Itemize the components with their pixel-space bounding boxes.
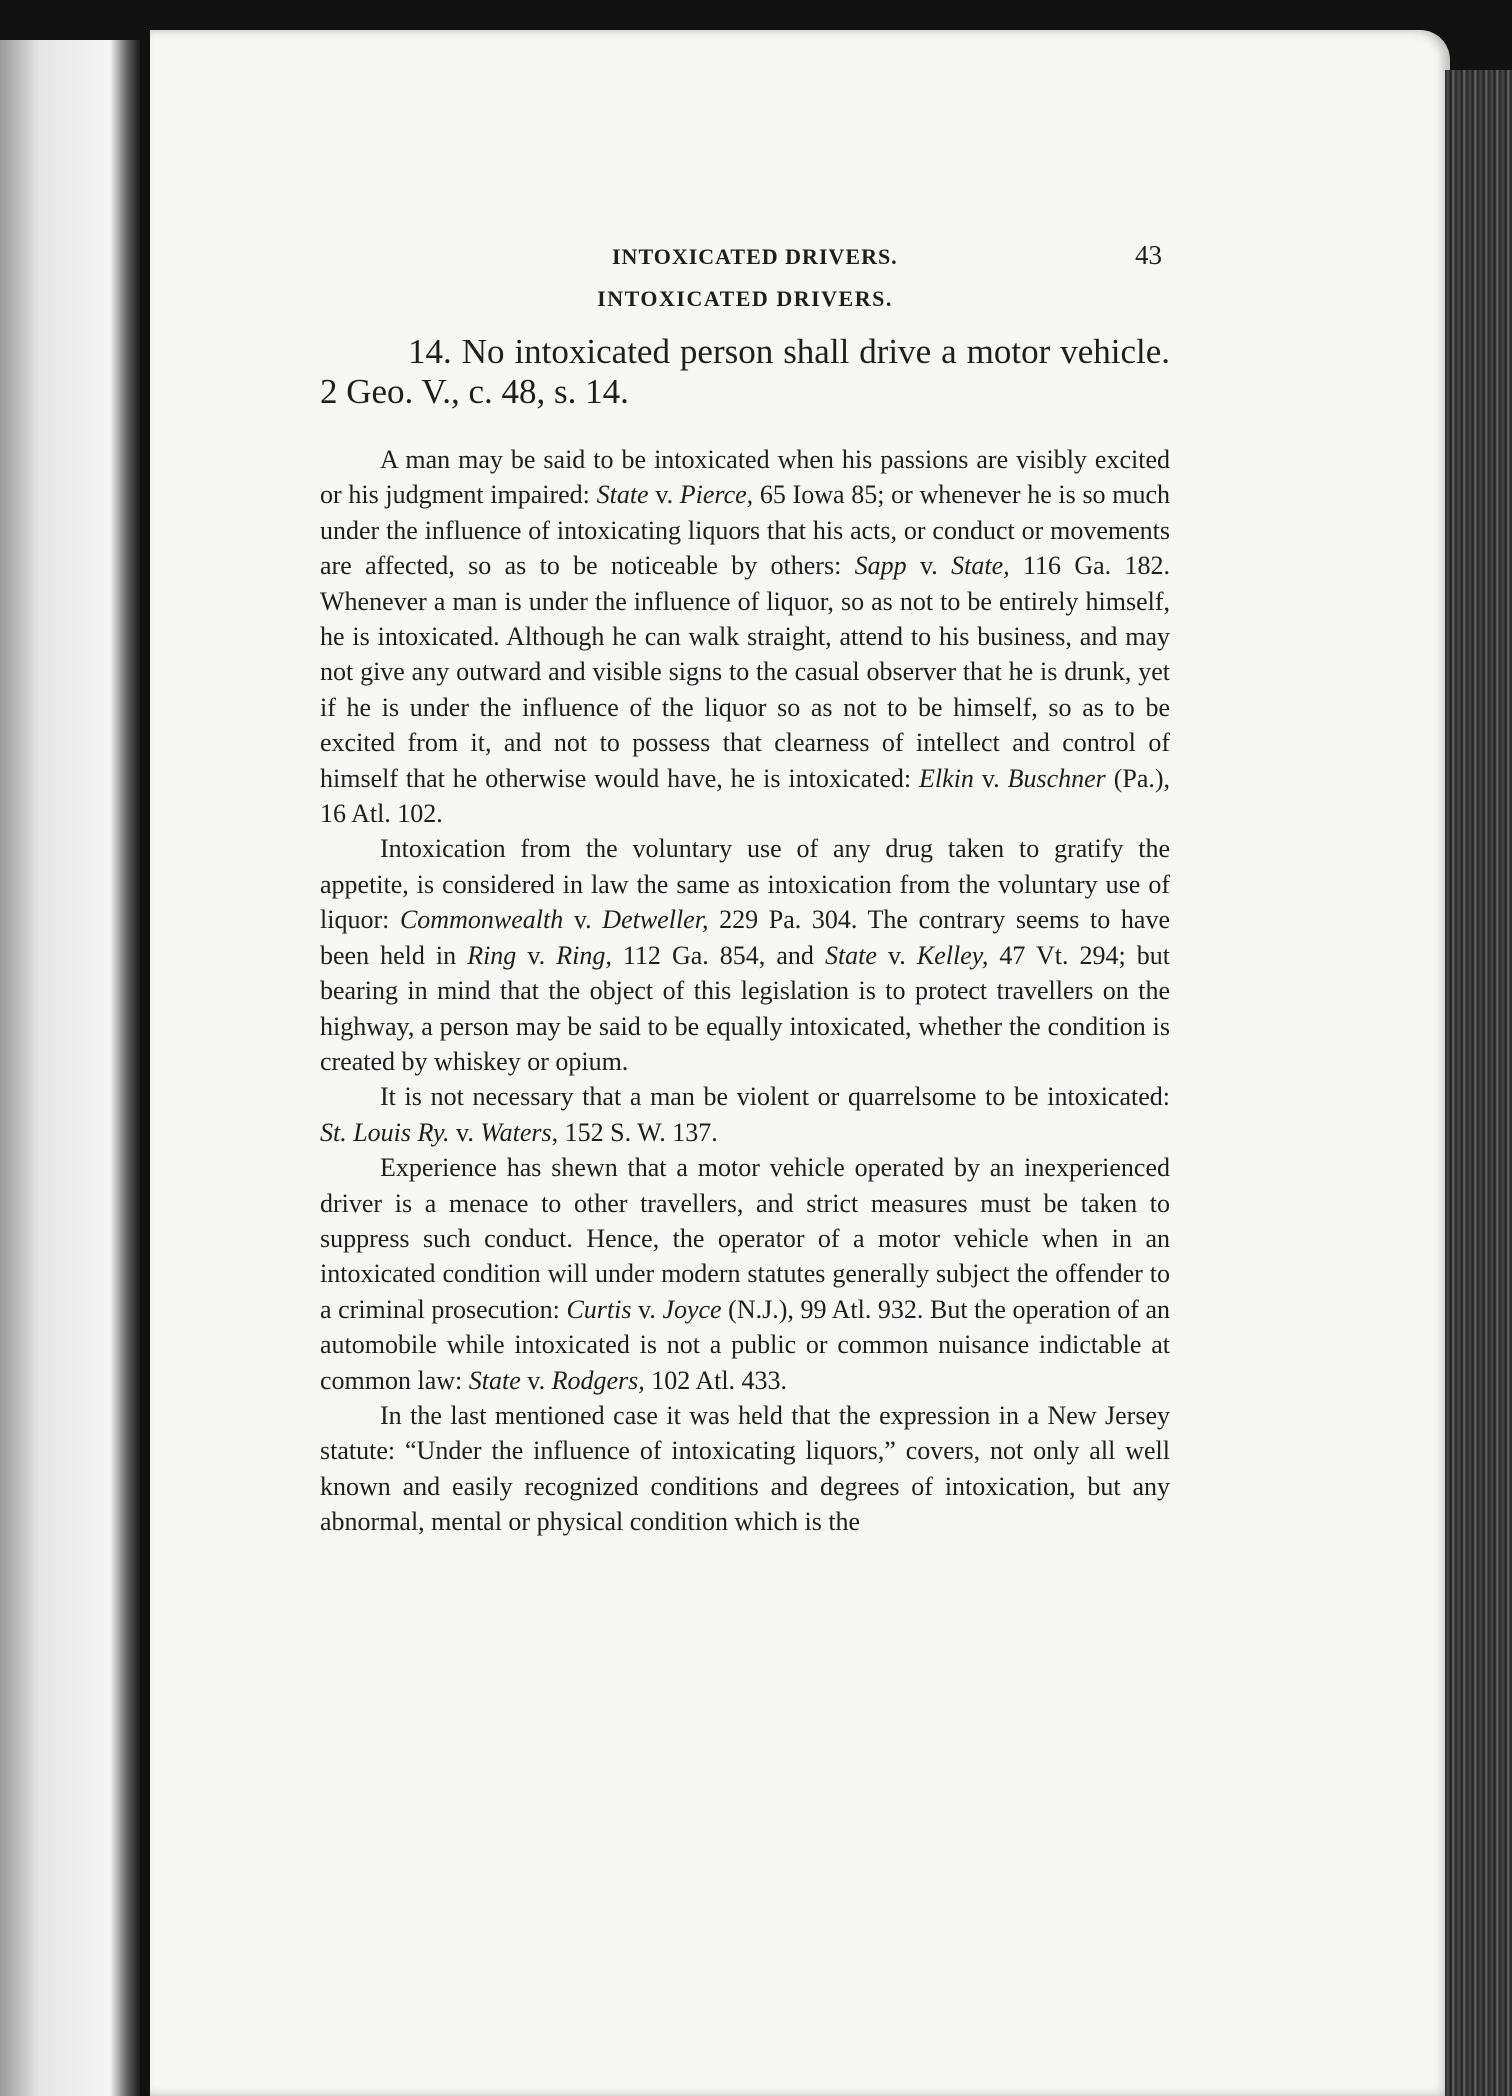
statute-text: 14. No intoxicated person shall drive a motor vehicle. 2 Geo. V., c. 48, s. 14. (320, 332, 1170, 411)
text-run: v. (563, 905, 603, 935)
text-run: v. (631, 1294, 663, 1324)
page-text (320, 230, 1170, 1540)
case-name: State, (951, 551, 1010, 581)
text-run: v. (648, 480, 680, 510)
case-name: Commonwealth (399, 905, 564, 935)
running-head (320, 230, 1170, 270)
text-run: 229 Pa. 304. The contrary seems to have been held in (320, 905, 1170, 970)
case-name: Kelley, (916, 940, 989, 970)
case-name: Rodgers, (551, 1365, 645, 1395)
text-run: Experience has shewn that a motor vehicle operated by an inexperienced driver is a menace to other travellers, and strict measures must be taken to suppress such conduct. Hence, the operator of a motor vehicle when in an intoxicated condition will under modern statutes generally subject the offender to a criminal prosecution: (320, 1153, 1170, 1324)
case-name: Ring (467, 940, 517, 970)
text-run: v. (876, 940, 917, 970)
commentary-paragraph (320, 1150, 1170, 1398)
text-run: 152 S. W. 137. (558, 1117, 718, 1147)
text-run: v. (516, 940, 557, 970)
text-run: v. (449, 1117, 481, 1147)
text-run: It is not necessary that a man be violent or quarrelsome to be intoxicated: (380, 1082, 1170, 1112)
commentary-paragraph (320, 1398, 1170, 1540)
text-run: v. (973, 763, 1008, 793)
text-run: (Pa.), 16 Atl. 102. (320, 763, 1171, 829)
case-name: State (596, 480, 649, 510)
case-name: Buschner (1007, 763, 1106, 793)
case-name: State (824, 940, 877, 970)
text-run: In the last mentioned case it was held that the expression in a New Jersey statute: “Under the influence of intoxicating liquors,” covers, not only all well known and easily recognized conditions and degrees of intoxication, but any abnormal, mental or physical condition which is the (320, 1400, 1170, 1537)
case-name: Elkin (919, 763, 974, 793)
text-run: 65 Iowa 85; or whenever he is so much under the influence of intoxicating liquors that his acts, or conduct or movements are affected, so as to be noticeable by others: (320, 480, 1171, 581)
section-title: INTOXICATED DRIVERS. (597, 286, 893, 311)
text-run: A man may be said to be intoxicated when his passions are visibly excited or his judgment impaired: (320, 445, 1170, 510)
page-number: 43 (1135, 240, 1162, 270)
text-run: 116 Ga. 182. Whenever a man is under the influence of liquor, so as not to be entirely himself, he is intoxicated. Although he can walk straight, attend to his business, and may not give any outward and visible signs to the casual observer that he is drunk, yet if he is under the influence of the liquor so as not to be himself, so as to be excited from it, and not to possess that clearness of intellect and control of himself that he otherwise would have, he is intoxicated: (320, 551, 1171, 793)
case-name: Detweller, (602, 905, 709, 935)
text-run: 102 Atl. 433. (644, 1365, 788, 1395)
commentary-paragraph (320, 831, 1170, 1079)
text-run: v. (520, 1365, 552, 1395)
previous-page-edge (0, 40, 140, 2096)
text-run: Intoxication from the voluntary use of any drug taken to gratify the appetite, is considered in law the same as intoxication from the voluntary use of liquor: (320, 834, 1170, 935)
case-name: Ring, (556, 940, 612, 970)
text-run: v. (906, 551, 952, 581)
running-title: INTOXICATED DRIVERS. (612, 244, 898, 269)
case-name: Sapp (854, 551, 907, 581)
case-name: Waters, (480, 1117, 559, 1147)
text-run: 47 Vt. 294; but bearing in mind that the object of this legislation is to protect travellers on the highway, a person may be said to be equally intoxicated, whether the condition is created by whiskey or opium. (320, 940, 1170, 1076)
case-name: Curtis (566, 1294, 632, 1324)
page-edges (1445, 70, 1512, 2096)
text-run: (N.J.), 99 Atl. 932. But the operation of an automobile while intoxicated is not a public or common nuisance indictable at common law: (320, 1294, 1171, 1395)
case-name: State (468, 1365, 521, 1395)
case-name: Pierce, (679, 480, 754, 510)
case-name: St. Louis Ry. (320, 1117, 450, 1147)
commentary-paragraph (320, 1079, 1170, 1150)
case-name: Joyce (662, 1294, 722, 1324)
text-run: 112 Ga. 854, and (611, 940, 825, 970)
commentary-paragraph (320, 442, 1170, 831)
